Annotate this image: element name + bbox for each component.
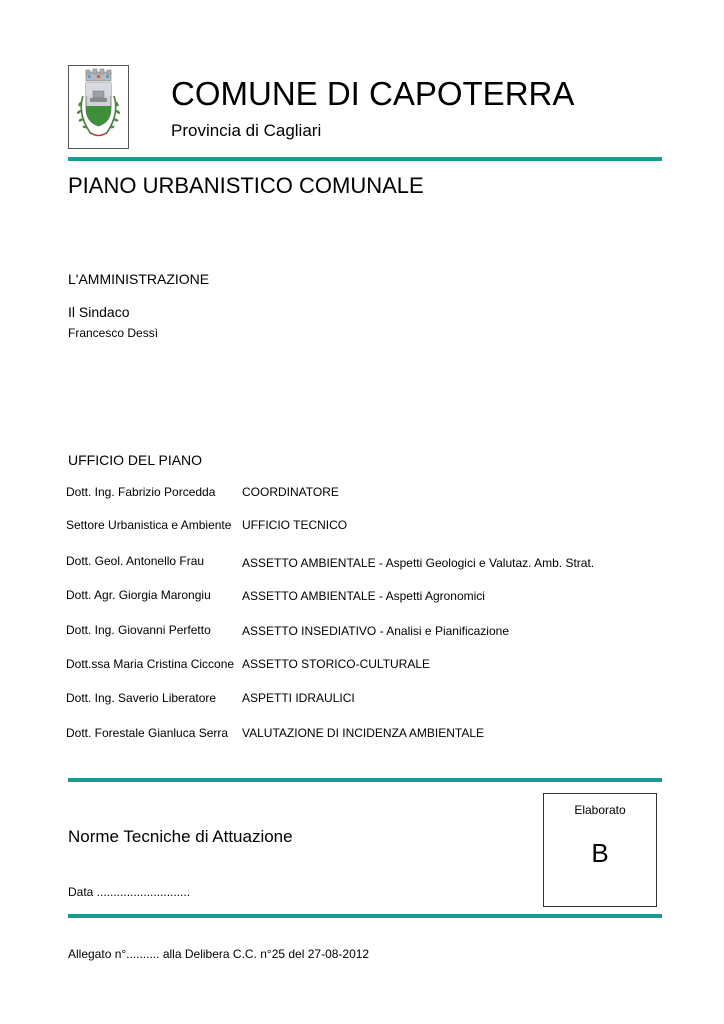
administration-heading: L'AMMINISTRAZIONE bbox=[68, 271, 210, 287]
province-name: Provincia di Cagliari bbox=[171, 121, 322, 140]
mayor-role: Il Sindaco bbox=[68, 304, 130, 320]
crest-emblem-icon bbox=[69, 66, 128, 148]
annex-note: Allegato n°.......... alla Delibera C.C. n°25 del 27-08-2012 bbox=[68, 947, 370, 961]
elaborato-label: Elaborato bbox=[574, 803, 626, 817]
staff-person: Dott.ssa Maria Cristina Ciccone bbox=[66, 657, 235, 671]
staff-role: ASSETTO AMBIENTALE - Aspetti Geologici e Valutaz. Amb. Strat. bbox=[242, 556, 595, 570]
staff-person: Dott. Ing. Fabrizio Porcedda bbox=[66, 485, 216, 499]
staff-role: ASSETTO STORICO-CULTURALE bbox=[242, 657, 431, 671]
municipality-name: COMUNE DI CAPOTERRA bbox=[171, 75, 575, 112]
staff-person: Settore Urbanistica e Ambiente bbox=[66, 518, 232, 532]
date-field: Data ............................ bbox=[68, 885, 191, 899]
staff-person: Dott. Agr. Giorgia Marongiu bbox=[66, 588, 211, 602]
document-title: Norme Tecniche di Attuazione bbox=[68, 827, 293, 846]
office-heading: UFFICIO DEL PIANO bbox=[68, 452, 203, 468]
elaborato-code: B bbox=[591, 838, 609, 868]
staff-person: Dott. Geol. Antonello Frau bbox=[66, 554, 205, 568]
staff-role: ASSETTO INSEDIATIVO - Analisi e Pianificazione bbox=[242, 624, 509, 638]
staff-role: COORDINATORE bbox=[242, 485, 339, 499]
staff-role: ASPETTI IDRAULICI bbox=[242, 691, 355, 705]
footer-divider-top bbox=[68, 778, 662, 782]
elaborato-box bbox=[543, 793, 657, 907]
staff-role: VALUTAZIONE DI INCIDENZA AMBIENTALE bbox=[242, 726, 485, 740]
staff-person: Dott. Ing. Giovanni Perfetto bbox=[66, 623, 211, 637]
staff-person: Dott. Ing. Saverio Liberatore bbox=[66, 691, 217, 705]
municipal-crest bbox=[68, 65, 129, 149]
mayor-name: Francesco Dessì bbox=[68, 326, 159, 340]
staff-role: UFFICIO TECNICO bbox=[242, 518, 348, 532]
staff-role: ASSETTO AMBIENTALE - Aspetti Agronomici bbox=[242, 589, 485, 603]
staff-person: Dott. Forestale Gianluca Serra bbox=[66, 726, 229, 740]
header-divider bbox=[68, 157, 662, 161]
footer-divider-bottom bbox=[68, 914, 662, 918]
plan-title: PIANO URBANISTICO COMUNALE bbox=[68, 173, 424, 198]
